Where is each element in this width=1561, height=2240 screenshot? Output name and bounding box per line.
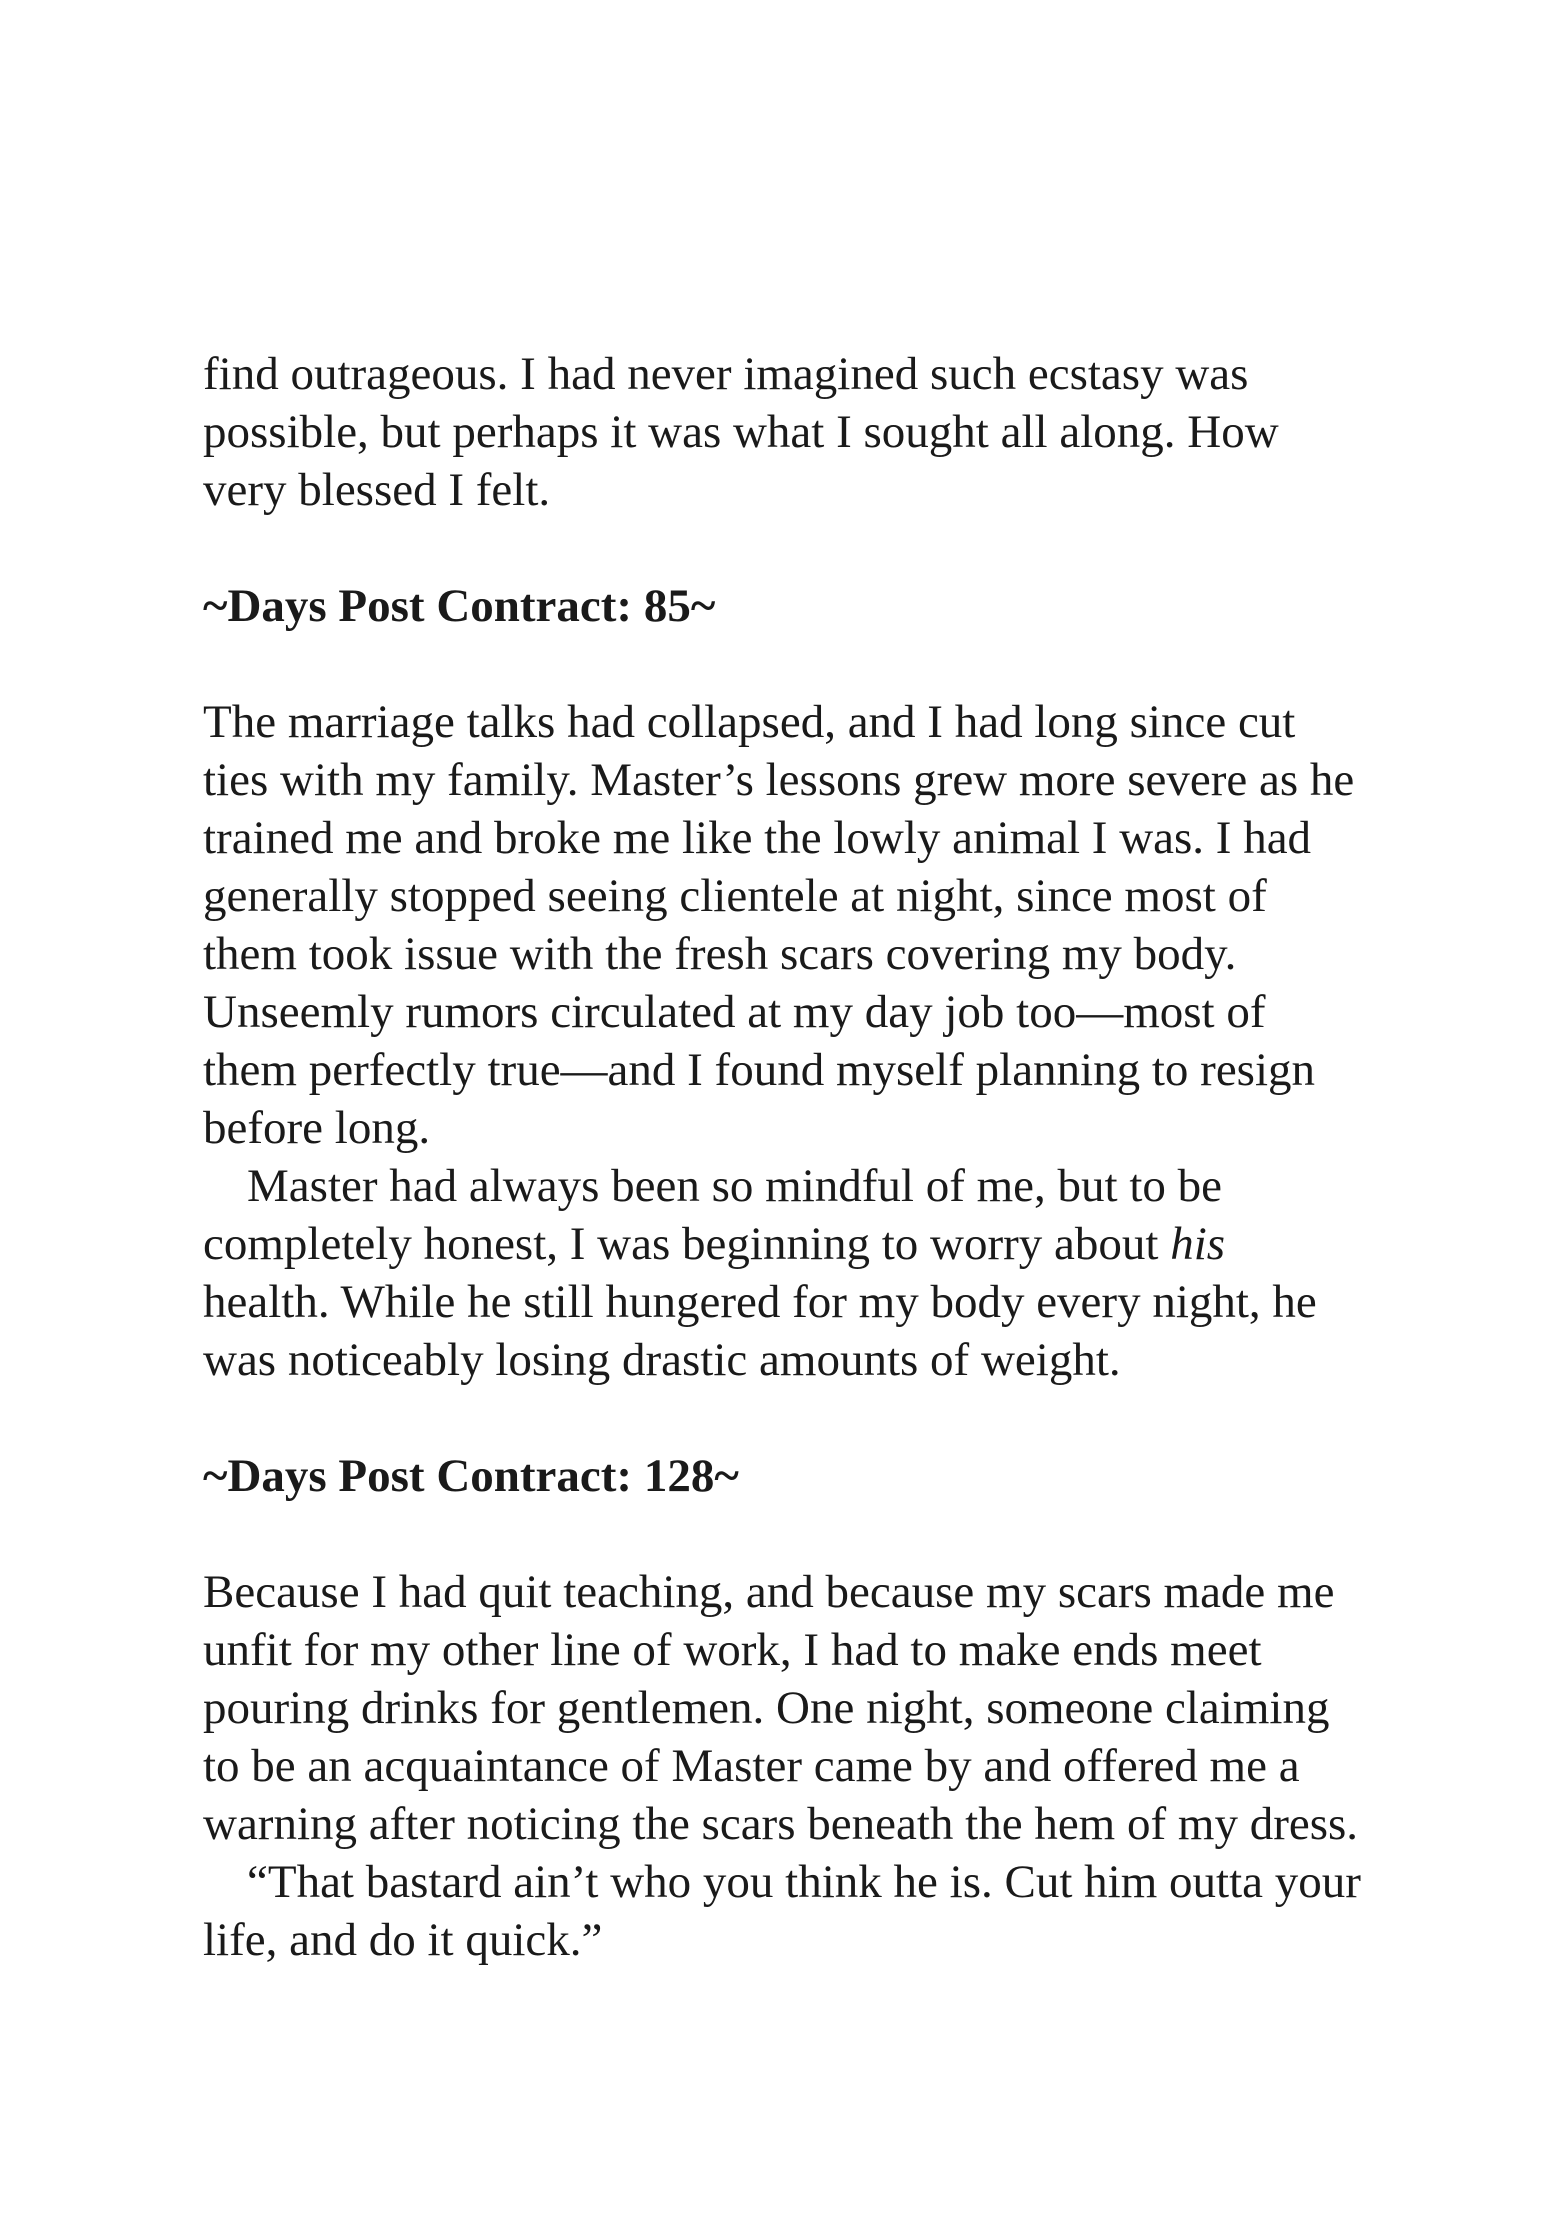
paragraph-day-85-1: The marriage talks had collapsed, and I had long since cut ties with my family. Master’s lessons grew more severe as he trained me and broke me like the lowly animal I was. I had generally stopped seeing clientele at night, since most of them took issue with the fresh scars covering my body. Unseemly rumors circulated at my day job too—most of them perfectly true—and I found myself planning to resign before long. bbox=[203, 696, 1355, 1154]
paragraph-day-128-2: “That bastard ain’t who you think he is. Cut him outta your life, and do it quick.” bbox=[203, 1856, 1361, 1966]
paragraph-day-85-2-after: health. While he still hungered for my body every night, he was noticeably losing drastic amounts of weight. bbox=[203, 1276, 1317, 1386]
paragraph-day-85-2-before: Master had always been so mindful of me, but to be completely honest, I was beginning to worry about bbox=[203, 1160, 1223, 1270]
section-heading-day-128: ~Days Post Contract: 128~ bbox=[203, 1450, 739, 1502]
paragraph-day-85-2 bbox=[203, 1157, 1363, 1389]
paragraph-day-128-1: Because I had quit teaching, and because my scars made me unfit for my other line of work, I had to make ends meet pouring drinks for gentlemen. One night, someone claiming to be an acquaintance of Master came by and offered me a warning after noticing the scars beneath the hem of my dress. bbox=[203, 1566, 1359, 1850]
section-heading-day-85: ~Days Post Contract: 85~ bbox=[203, 580, 716, 632]
paragraph-continued: find outrageous. I had never imagined such ecstasy was possible, but perhaps it was what I sought all along. How very blessed I felt. bbox=[203, 348, 1279, 516]
paragraph-day-85-2-emphasis: his bbox=[1170, 1218, 1226, 1270]
text-column bbox=[203, 345, 1363, 1969]
